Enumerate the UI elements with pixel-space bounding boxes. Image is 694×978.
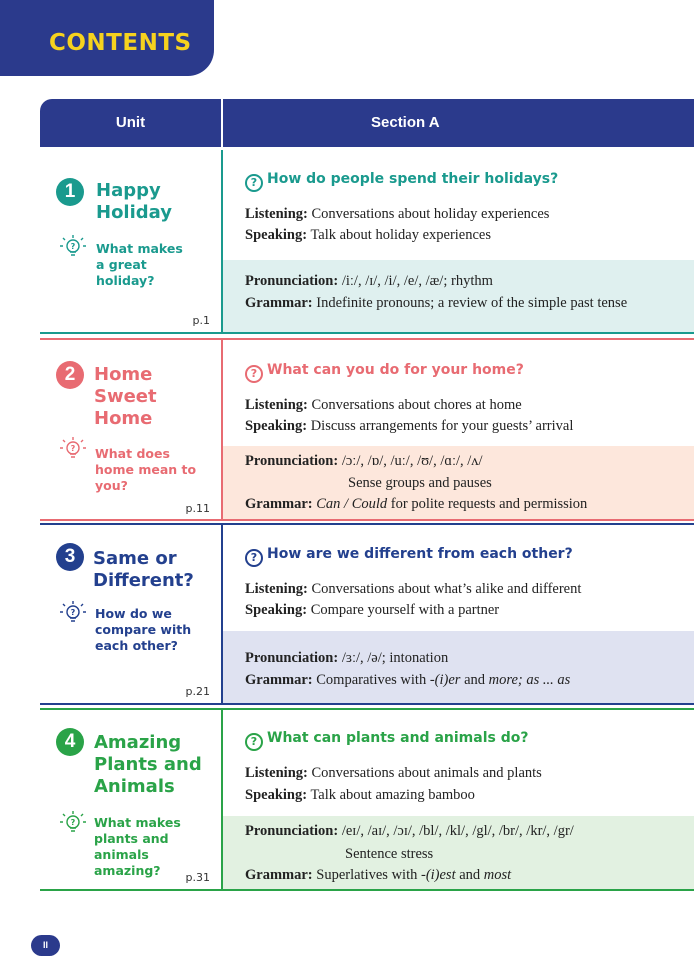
lightbulb-icon <box>60 810 86 836</box>
unit-title[interactable]: Amazing Plants and Animals <box>94 732 202 797</box>
question-icon: ? <box>245 549 263 567</box>
unit-2-row[interactable] <box>40 338 694 521</box>
question-icon: ? <box>245 174 263 192</box>
table-header <box>40 99 694 147</box>
unit-1-row[interactable] <box>40 150 694 334</box>
pronunciation-line: Pronunciation: /eɪ/, /aɪ/, /ɔɪ/, /bl/, /kl/, /gl/, /br/, /kr/, /gr/ <box>245 823 574 839</box>
listening-line: Listening: Conversations about holiday experiences <box>245 206 550 222</box>
unit-question: What makes a great holiday? <box>96 241 183 288</box>
page-number[interactable]: p.11 <box>185 502 210 515</box>
page-number[interactable]: p.21 <box>185 685 210 698</box>
grammar-line: Grammar: Comparatives with -(i)er and more; as ... as <box>245 672 571 688</box>
unit-number: 4 <box>56 728 84 756</box>
contents-tab <box>0 0 214 76</box>
unit-question: What makes plants and animals amazing? <box>94 815 181 878</box>
unit-title[interactable]: Happy Holiday <box>96 180 172 223</box>
section-question: ? What can you do for your home? <box>245 362 524 383</box>
unit-question: How do we compare with each other? <box>95 606 192 653</box>
unit-title[interactable]: Same or Different? <box>93 548 194 591</box>
svg-text:?: ? <box>70 818 76 827</box>
grammar-line: Grammar: Can / Could for polite requests and permission <box>245 496 588 512</box>
unit-number: 2 <box>56 361 84 389</box>
footer-page-number: II <box>31 935 60 956</box>
contents-title: CONTENTS <box>49 30 192 56</box>
pronunciation-line: Pronunciation: /iː/, /ɪ/, /i/, /e/, /æ/; rhythm <box>245 273 493 289</box>
svg-text:?: ? <box>70 608 76 617</box>
listening-line: Listening: Conversations about chores at home <box>245 397 522 413</box>
speaking-line: Speaking: Compare yourself with a partner <box>245 602 500 618</box>
unit-3-row[interactable] <box>40 523 694 705</box>
header-section: Section A <box>371 114 440 131</box>
pronunciation-line: Pronunciation: /ɔː/, /ɒ/, /uː/, /ʊ/, /ɑː/, /ʌ/ <box>245 453 483 469</box>
unit-number: 3 <box>56 543 84 571</box>
svg-text:?: ? <box>70 242 76 251</box>
unit-title[interactable]: Home Sweet Home <box>94 364 157 429</box>
unit-number: 1 <box>56 178 84 206</box>
listening-line: Listening: Conversations about what’s alike and different <box>245 581 582 597</box>
section-question: ? How are we different from each other? <box>245 546 573 567</box>
pronunciation-extra: Sentence stress <box>345 846 434 862</box>
grammar-line: Grammar: Superlatives with -(i)est and most <box>245 867 512 883</box>
question-icon: ? <box>245 365 263 383</box>
pronunciation-line: Pronunciation: /ɜː/, /ə/; intonation <box>245 650 449 666</box>
listening-line: Listening: Conversations about animals and plants <box>245 765 542 781</box>
lightbulb-icon <box>60 436 86 462</box>
grammar-line: Grammar: Indefinite pronouns; a review of the simple past tense <box>245 295 628 311</box>
header-unit: Unit <box>40 99 223 147</box>
speaking-line: Speaking: Discuss arrangements for your guests’ arrival <box>245 418 574 434</box>
svg-text:?: ? <box>70 444 76 453</box>
section-question: ? What can plants and animals do? <box>245 730 528 751</box>
unit-4-row[interactable] <box>40 708 694 891</box>
question-icon: ? <box>245 733 263 751</box>
section-question: ? How do people spend their holidays? <box>245 171 558 192</box>
speaking-line: Speaking: Talk about amazing bamboo <box>245 787 475 803</box>
lightbulb-icon <box>60 234 86 260</box>
unit-question: What does home mean to you? <box>95 446 197 493</box>
lightbulb-icon <box>60 600 86 626</box>
page-number[interactable]: p.31 <box>185 871 210 884</box>
pronunciation-extra: Sense groups and pauses <box>348 475 492 491</box>
speaking-line: Speaking: Talk about holiday experiences <box>245 227 492 243</box>
page-number[interactable]: p.1 <box>192 314 210 327</box>
